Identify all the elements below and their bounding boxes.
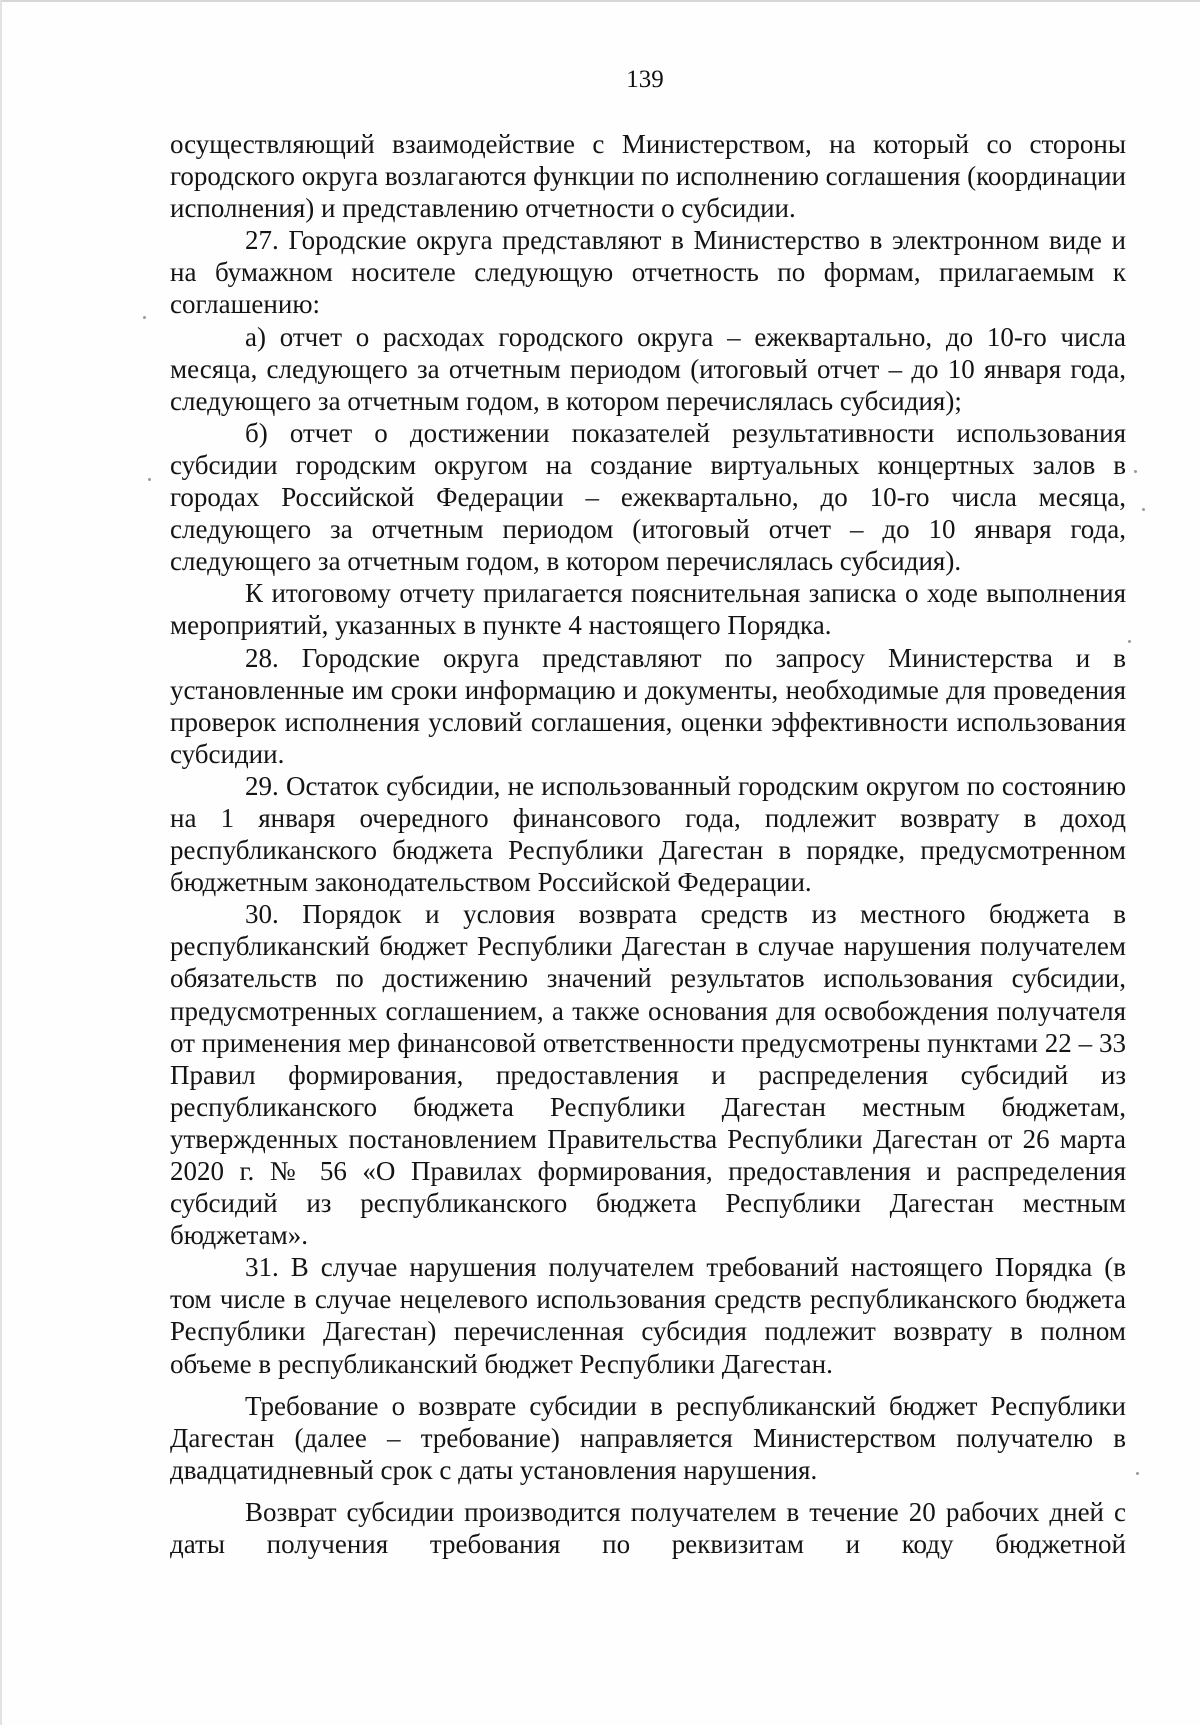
scan-speck — [143, 316, 146, 319]
paragraph-subitem-a: а) отчет о расходах городского округа – ежеквартально, до 10-го числа месяца, следующего за отчетным периодом (итоговый отчет – до 10 января года, следующего за отчетным годом, в котором перечислялась субсидия); — [170, 321, 1126, 416]
scan-speck — [1134, 470, 1137, 473]
paragraph-item-29: 29. Остаток субсидии, не использованный городским округом по состоянию на 1 января очередного финансового года, подлежит возврату в доход республиканского бюджета Республики Дагестан в порядке, предусмотренном бюджетным законодательством Российской Федерации. — [170, 770, 1126, 898]
scan-edge-top — [0, 0, 1200, 2]
page-number: 139 — [626, 66, 664, 93]
paragraph-item-31: 31. В случае нарушения получателем требований настоящего Порядка (в том числе в случае нецелевого использования средств республиканского бюджета Республики Дагестан) перечисленная субсидия подлежит возврату в полном объеме в республиканский бюджет Республики Дагестан. — [170, 1252, 1126, 1379]
scan-speck — [1128, 640, 1131, 643]
scan-speck — [1142, 508, 1145, 511]
scan-speck — [1136, 1472, 1139, 1475]
paragraph-refund: Возврат субсидии производится получателем в течение 20 рабочих дней с даты получения требования по реквизитам и коду бюджетной — [170, 1496, 1126, 1560]
paragraph-item-30: 30. Порядок и условия возврата средств из местного бюджета в республиканский бюджет Республики Дагестан в случае нарушения получателем обязательств по достижению значений результатов использования субсидии, предусмотренных соглашением, а также основания для освобождения получателя от применения мер финансовой ответственности предусмотрены пунктами 22 – 33 Правил формирования, предоставления и распределения субсидий из республиканского бюджета Республики Дагестан местным бюджетам, утвержденных постановлением Правительства Республики Дагестан от 26 марта 2020 г. № 56 «О Правилах формирования, предоставления и распределения субсидий из республиканского бюджета Республики Дагестан местным бюджетам». — [170, 899, 1126, 1251]
paragraph-subitem-b: б) отчет о достижении показателей результативности использования субсидии городским округом на создание виртуальных концертных залов в городах Российской Федерации – ежеквартально, до 10-го числа месяца, следующего за отчетным периодом (итоговый отчет – до 10 января года, следующего за отчетным годом, в котором перечислялась субсидия). — [170, 417, 1126, 577]
paragraph-explanatory-note: К итоговому отчету прилагается пояснительная записка о ходе выполнения мероприятий, указанных в пункте 4 настоящего Порядка. — [170, 578, 1126, 641]
document-body — [170, 128, 1126, 1560]
paragraph-item-28: 28. Городские округа представляют по запросу Министерства и в установленные им сроки информацию и документы, необходимые для проведения проверок исполнения условий соглашения, оценки эффективности использования субсидии. — [170, 642, 1126, 769]
scan-speck — [148, 478, 151, 481]
paragraph-continuation: осуществляющий взаимодействие с Министерством, на который со стороны городского округа возлагаются функции по исполнению соглашения (координации исполнения) и представлению отчетности о субсидии. — [170, 129, 1126, 224]
paragraph-requirement: Требование о возврате субсидии в республиканский бюджет Республики Дагестан (далее – требование) направляется Министерством получателю в двадцатидневный срок с даты установления нарушения. — [170, 1390, 1126, 1485]
scan-edge-left — [0, 0, 2, 1725]
paragraph-item-27: 27. Городские округа представляют в Министерство в электронном виде и на бумажном носителе следующую отчетность по формам, прилагаемым к соглашению: — [170, 225, 1126, 320]
